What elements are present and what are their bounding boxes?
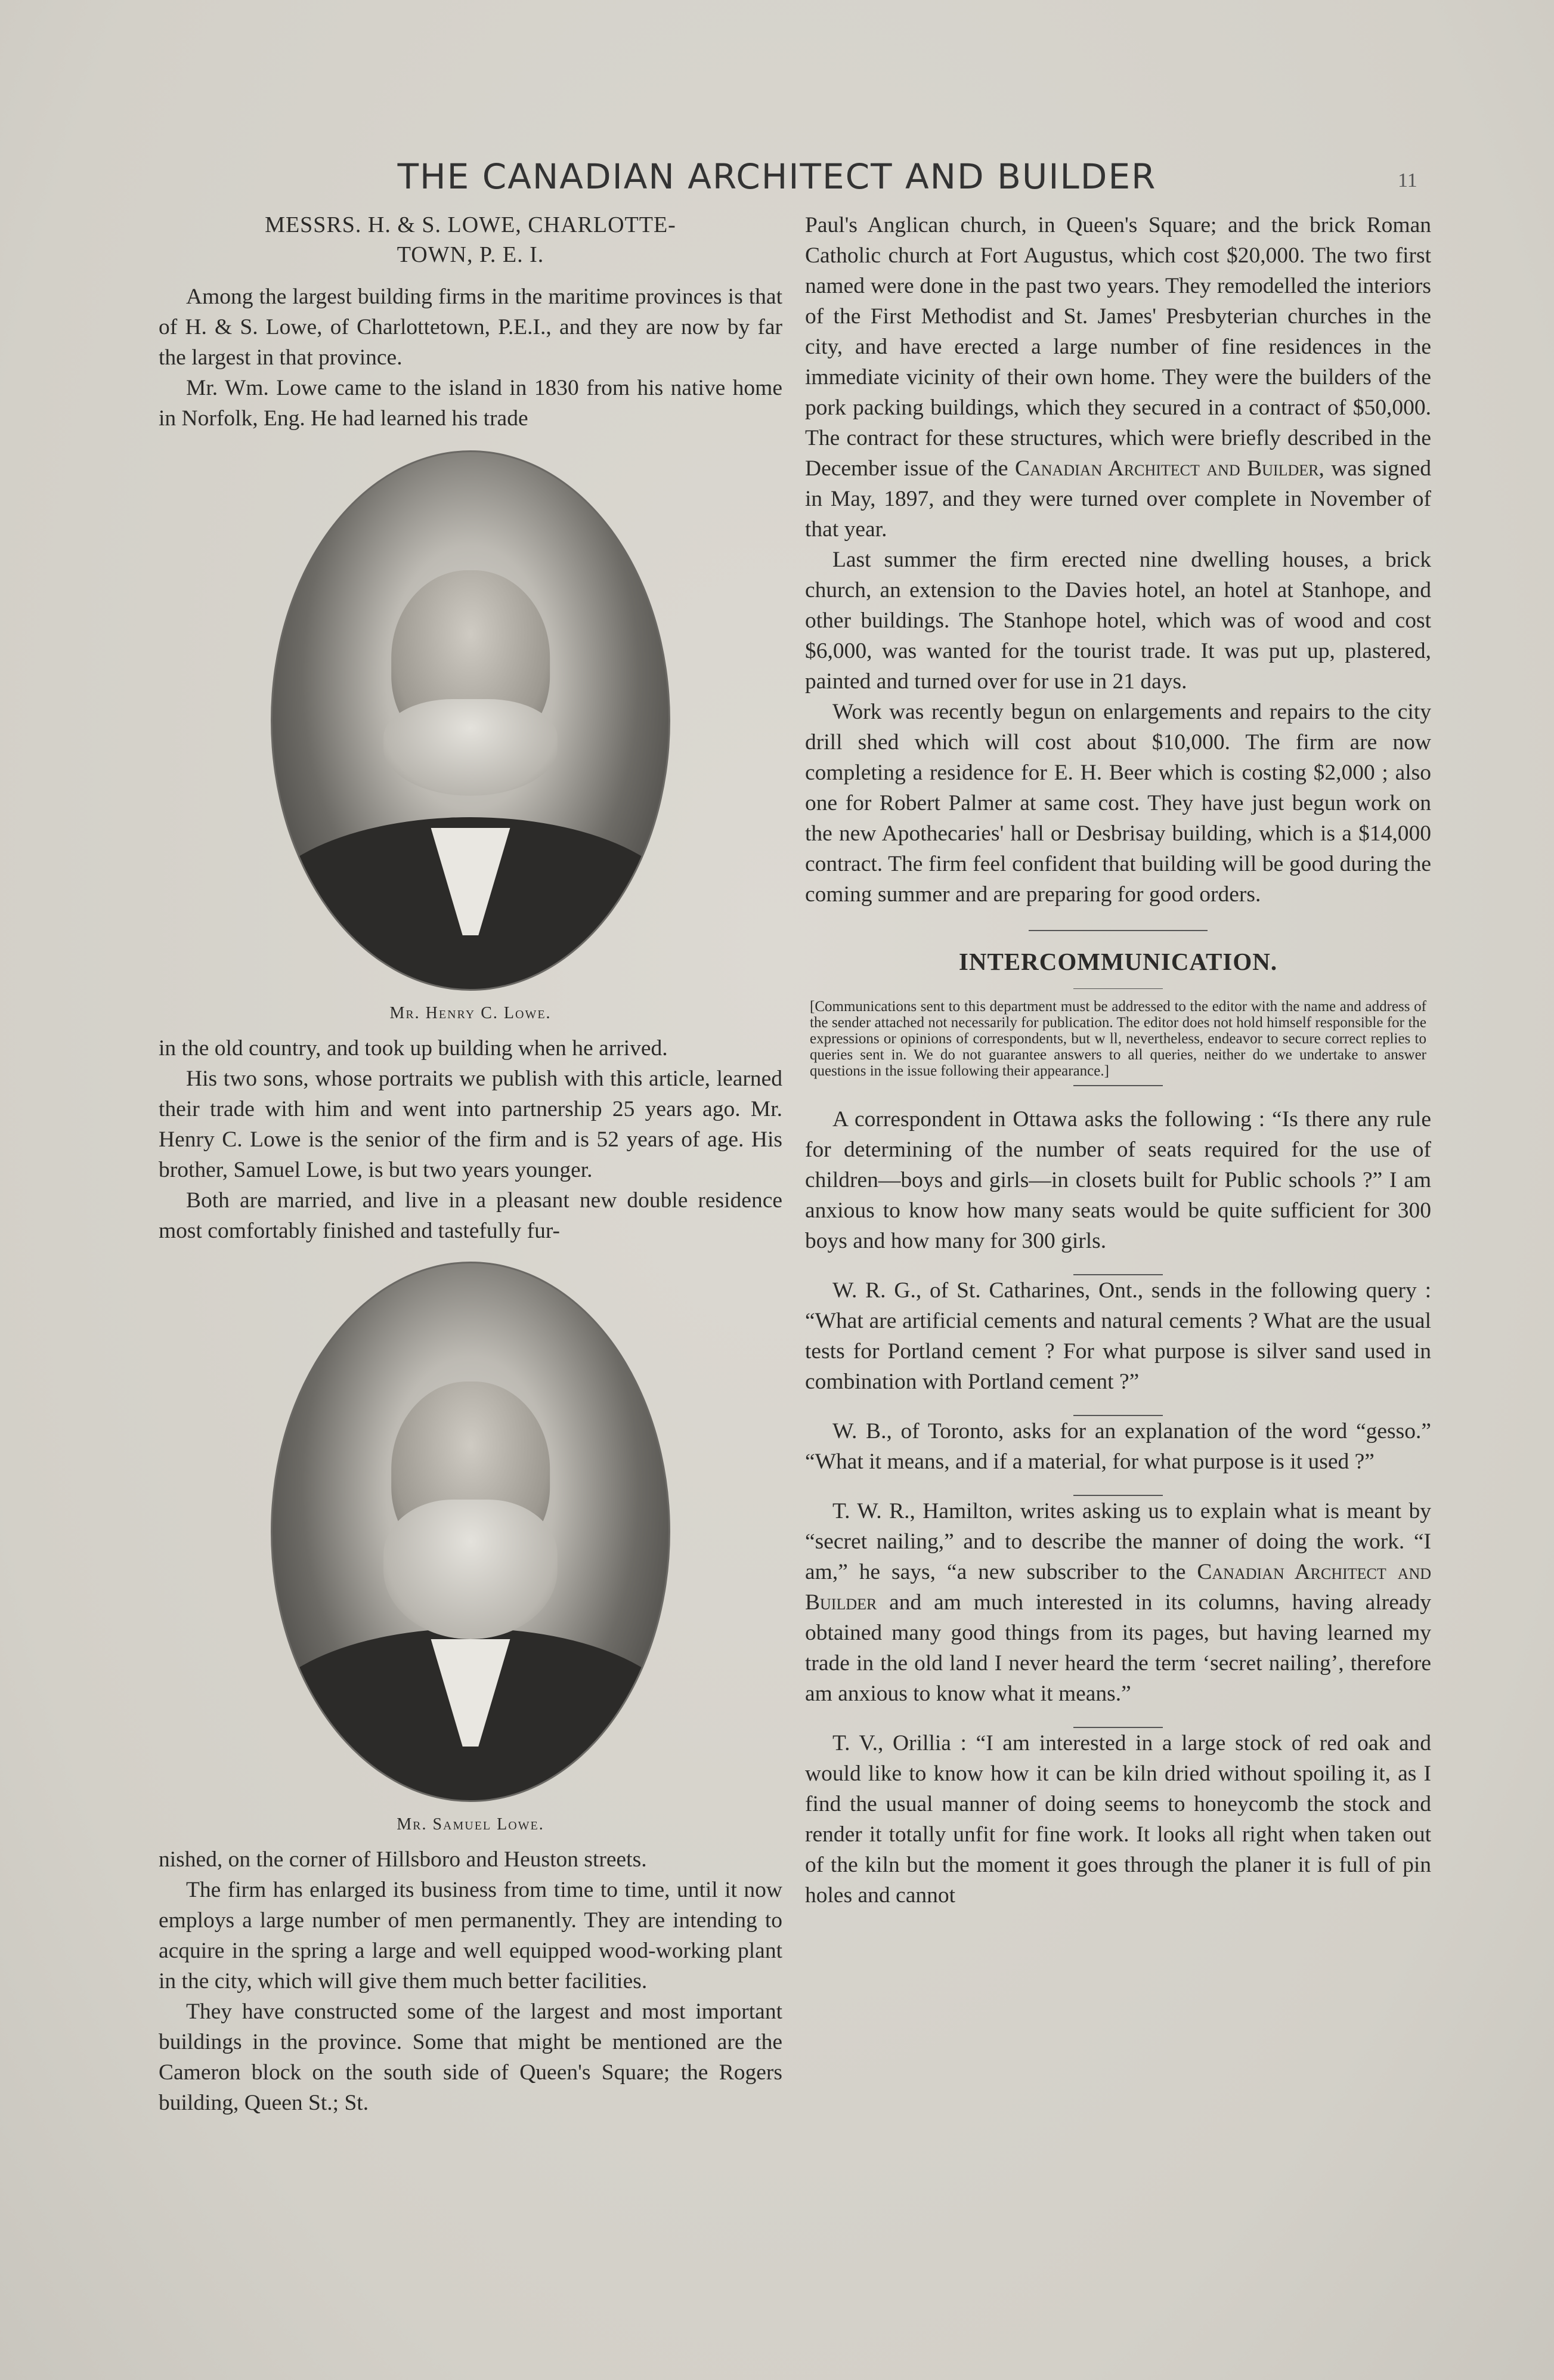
right-column [805, 210, 1431, 1911]
journal-title: THE CANADIAN ARCHITECT AND BUILDER [397, 156, 1157, 197]
paragraph: The firm has enlarged its business from time to time, until it now employs a large number of men permanently. They are intending to acquire in the spring a large and well equipped wood-working plant in the city, which will give them much better facilities. [159, 1878, 782, 1993]
left-column [159, 210, 782, 2118]
caption-henry: Mr. Henry C. Lowe. [389, 1004, 552, 1022]
paragraph: in the old country, and took up building when he arrived. [159, 1036, 668, 1061]
section-title: INTERCOMMUNICATION. [958, 948, 1278, 975]
paragraph: His two sons, whose portraits we publish with this article, learned their trade with him and went into partnership 25 years ago. Mr. Henry C. Lowe is the senior of the firm and is 52 years of age. His brother, Samuel Lowe, is but two years younger. [159, 1067, 782, 1182]
paragraph: Work was recently begun on enlargements and repairs to the city drill shed which will cost about $10,000. The firm are now completing a residence for E. H. Beer which is costing $2,000 ; also one for Robert Palmer at same cost. They have just begun work on the new Apothecaries' hall or Desbrisay building, which is a $14,000 contract. The firm feel confident that building will be good during the coming summer and are preparing for good orders. [805, 700, 1431, 907]
paragraph: Both are married, and live in a pleasant new double residence most comfortably finished and tastefully fur- [159, 1188, 782, 1243]
portrait-henry-figure [159, 450, 782, 1028]
query-st-catharines: W. R. G., of St. Catharines, Ont., sends in the following query : “What are artificial cements and natural cements ? What are the usual tests for Portland cement ? For what purpose is silver sand used in combination with Portland cement ?” [805, 1278, 1431, 1394]
divider [1073, 1085, 1163, 1086]
running-header [0, 156, 1554, 197]
paragraph: Last summer the firm erected nine dwelling houses, a brick church, an extension to the Davies hotel, an hotel at Stanhope, and other buildings. The Stanhope hotel, which was of wood and cost $6,000, was wanted for the tourist trade. It was put up, plastered, painted and turned over for use in 21 days. [805, 548, 1431, 694]
editorial-notice: [Communications sent to this department must be addressed to the editor with the name and address of the sender attached not necessarily for publication. The editor does not hold himself responsible for the expressions or opinions of correspondents, but w ll, nevertheless, endeavor to secure correct replies to queries sent in. We do not guarantee answers to all queries, neither do we undertake to answer questions in the issue following their appearance.] [810, 999, 1426, 1079]
page-number: 11 [1398, 169, 1417, 191]
notice-divider [1073, 988, 1163, 989]
journal-name: Canadian Architect and Builder [805, 1560, 1431, 1615]
paragraph-text: Paul's Anglican church, in Queen's Square; and the brick Roman Catholic church at Fort Augustus, which cost $20,000. The two first named were done in the past two years. They remodelled the interiors of the First Methodist and St. James' Presbyterian churches in the city, and have erected a large number of fine residences in the immediate vicinity of their own home. They were the builders of the pork packing buildings, which they secured in a contract of $50,000. The contract for these structures, which were briefly described in the December issue of the [805, 213, 1431, 481]
paragraph: Mr. Wm. Lowe came to the island in 1830 from his native home in Norfolk, Eng. He had learned his trade [159, 376, 782, 431]
portrait-samuel-figure [159, 1262, 782, 1840]
paragraph-text: T. W. R., Hamilton, writes asking us to explain what is meant by “secret nailing,” and to describe the manner of doing the work. “I am,” he says, “a new subscriber to the [805, 1499, 1431, 1584]
query-orillia: T. V., Orillia : “I am interested in a large stock of red oak and would like to know how it can be kiln dried without spoiling it, as I find the usual manner of doing seems to honeycomb the stock and render it totally unfit for fine work. It looks all right when taken out of the kiln but the moment it goes through the planer it is full of pin holes and cannot [805, 1731, 1431, 1908]
caption-samuel: Mr. Samuel Lowe. [397, 1815, 544, 1834]
section-divider [1029, 930, 1208, 931]
query-toronto: W. B., of Toronto, asks for an explanation of the word “gesso.” “What it means, and if a material, for what purpose is it used ?” [805, 1419, 1431, 1474]
paragraph: Among the largest building firms in the maritime provinces is that of H. & S. Lowe, of Charlottetown, P.E.I., and they are now by far the largest in that province. [159, 285, 782, 370]
paragraph-text: and am much interested in its columns, having already obtained many good things from its pages, but having learned my trade in the old land I never heard the term ‘secret nailing’, therefore am anxious to know what it means.” [805, 1590, 1431, 1706]
query-ottawa: A correspondent in Ottawa asks the following : “Is there any rule for determining of the number of seats required for the use of children—boys and girls—in closets built for Public schools ?” I am anxious to know how many seats would be quite sufficient for 300 boys and how many for 300 girls. [805, 1107, 1431, 1253]
paragraph [805, 210, 1431, 545]
article-title: MESSRS. H. & S. LOWE, CHARLOTTE-TOWN, P. E. I. [265, 212, 676, 267]
paragraph-text: , was signed in May, 1897, and they were turned over complete in November of that year. [805, 456, 1432, 542]
paragraph: They have constructed some of the largest and most important buildings in the province. Some that might be mentioned are the Cameron block on the south side of Queen's Square; the Rogers building, Queen St.; St. [159, 1999, 782, 2115]
query-hamilton [805, 1496, 1431, 1709]
journal-name: Canadian Architect and Builder [1014, 456, 1319, 481]
paragraph: nished, on the corner of Hillsboro and Heuston streets. [159, 1847, 647, 1872]
portrait-henry-lowe [271, 450, 670, 991]
portrait-samuel-lowe [271, 1262, 670, 1802]
